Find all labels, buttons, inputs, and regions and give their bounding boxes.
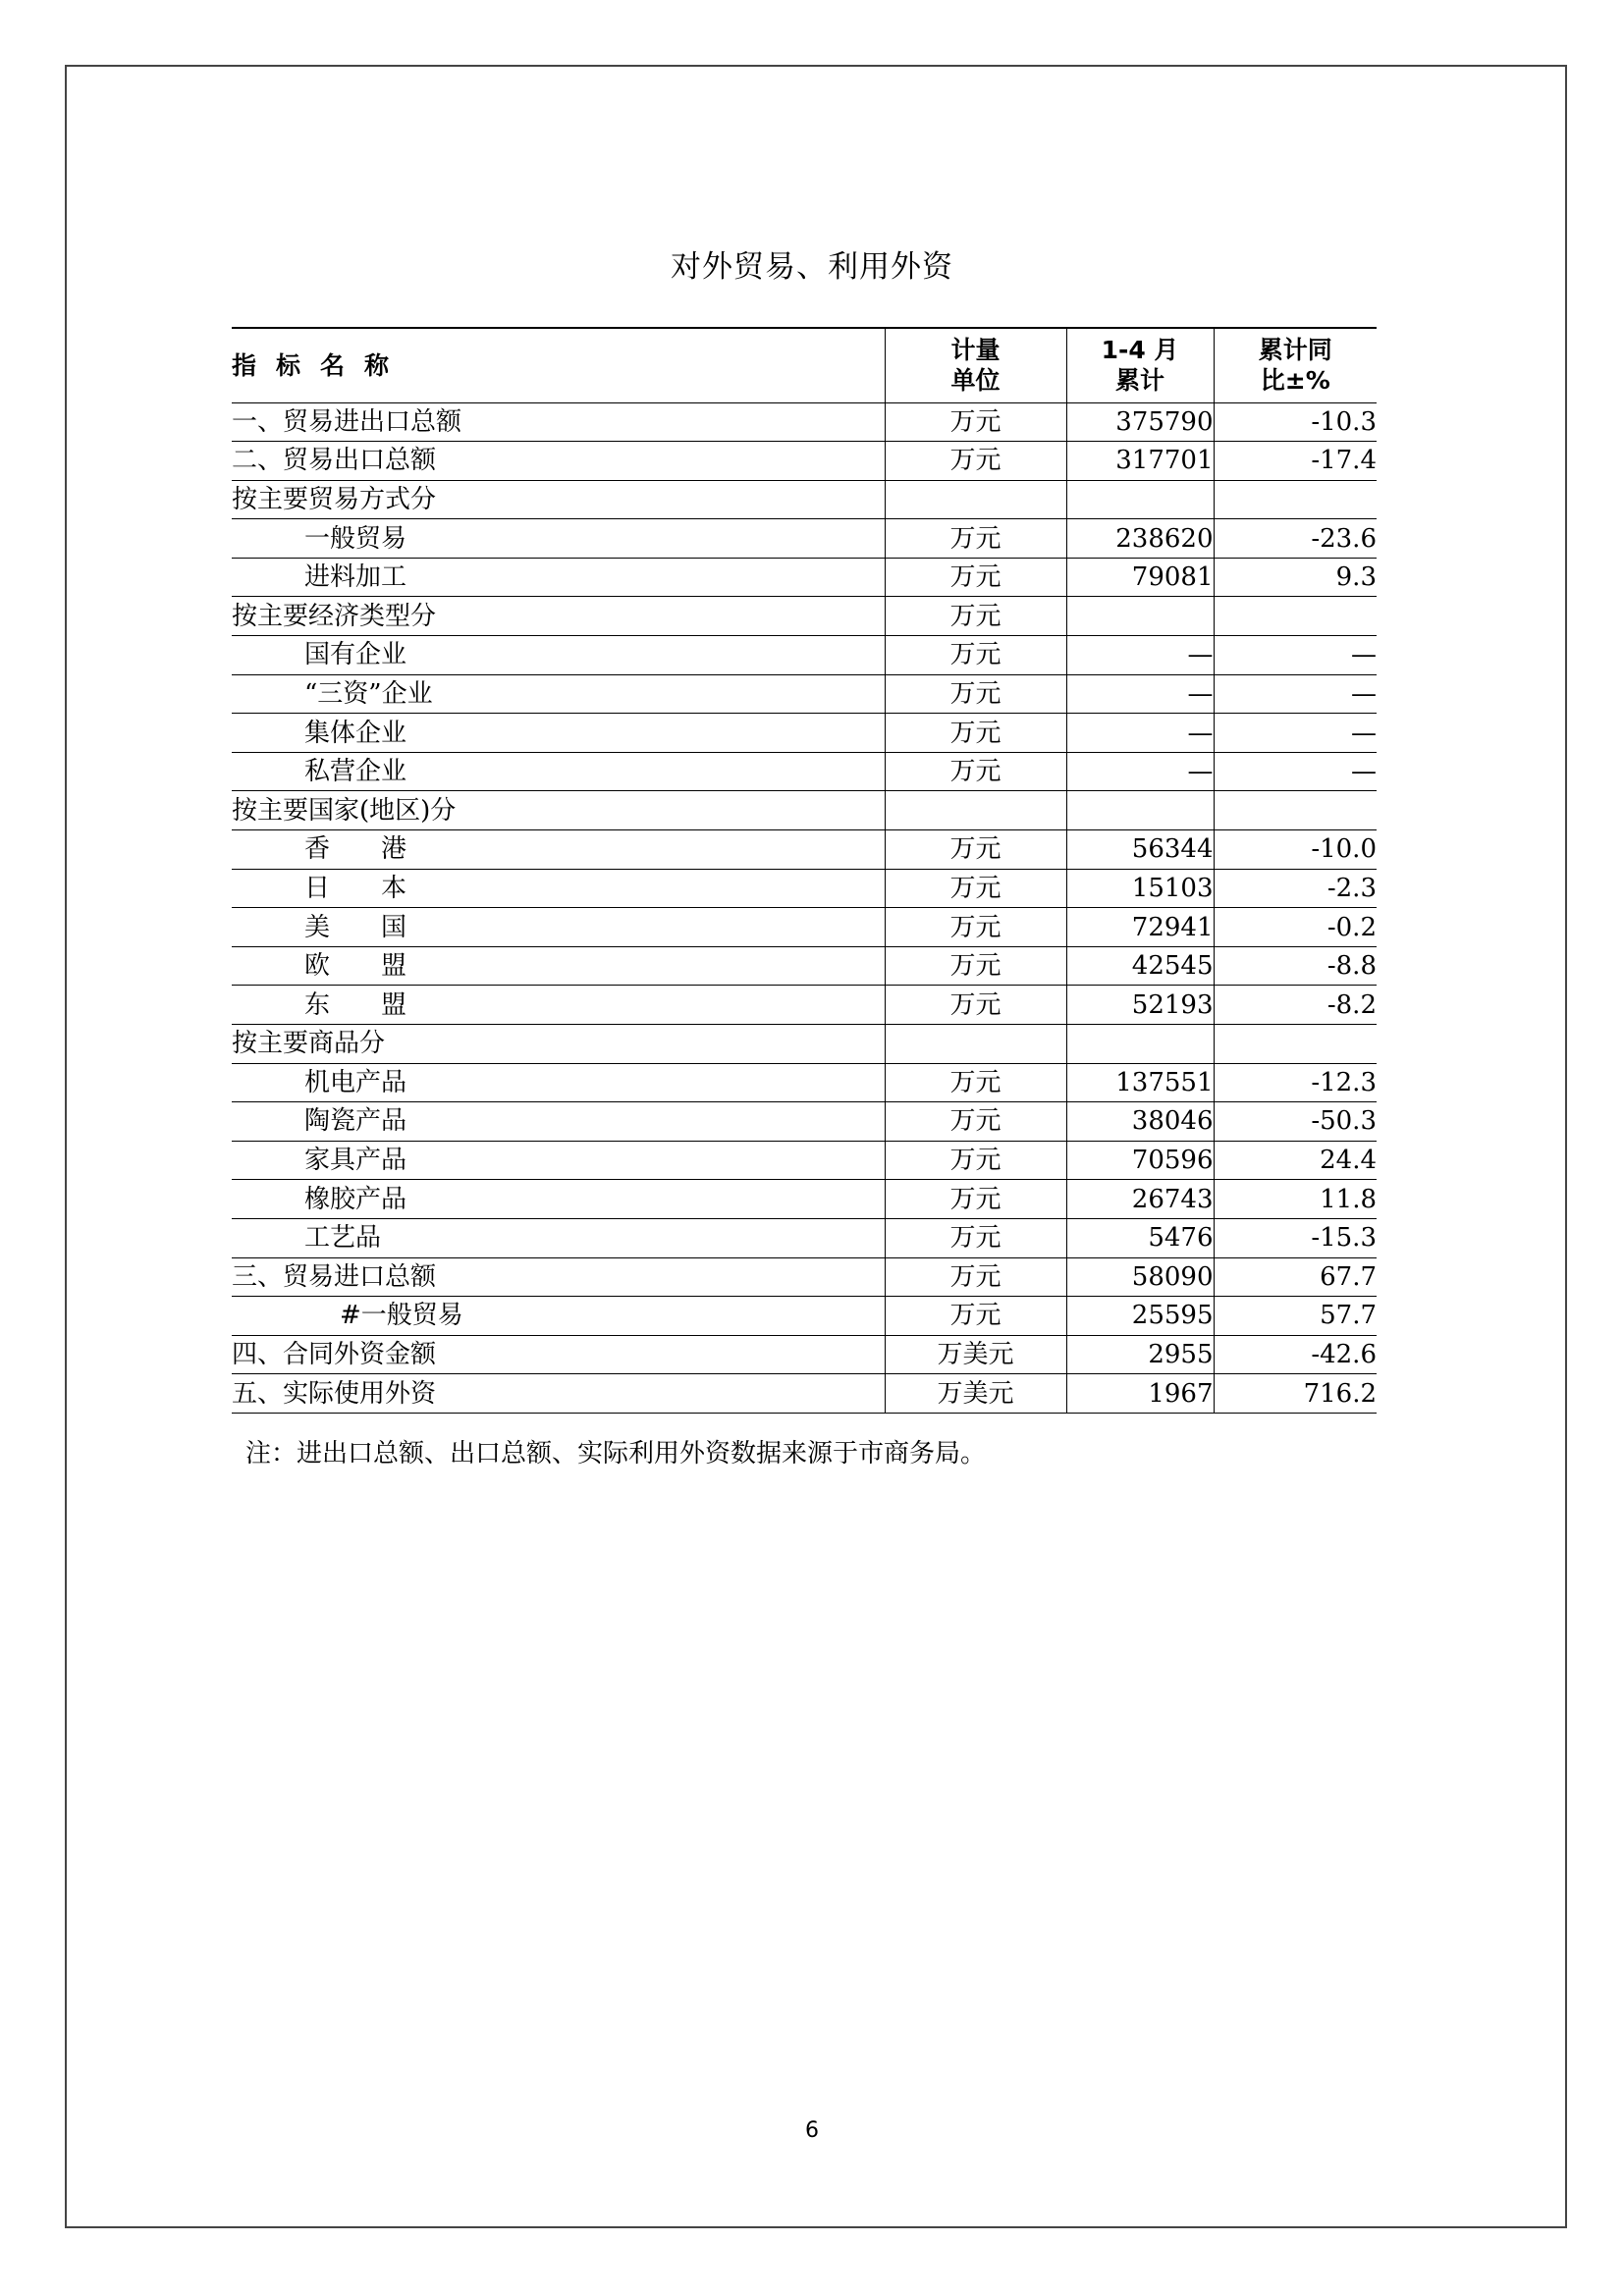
row-name: 东 盟 xyxy=(232,986,885,1025)
table-row xyxy=(232,986,1377,1025)
row-name: 三、贸易进口总额 xyxy=(232,1257,885,1297)
table-row xyxy=(232,1297,1377,1336)
header-unit xyxy=(885,328,1066,402)
row-name: 按主要贸易方式分 xyxy=(232,480,885,519)
row-name: 橡胶产品 xyxy=(232,1180,885,1219)
row-unit: 万元 xyxy=(885,1297,1066,1336)
row-yoy-change: 57.7 xyxy=(1214,1297,1377,1336)
table-row xyxy=(232,1063,1377,1102)
header-cumulative-line-2: 累计 xyxy=(1114,366,1164,396)
row-unit: 万元 xyxy=(885,946,1066,986)
row-yoy-change xyxy=(1214,791,1377,830)
table-row xyxy=(232,1257,1377,1297)
row-yoy-change: -8.2 xyxy=(1214,986,1377,1025)
table-row xyxy=(232,442,1377,481)
row-cumulative-value: 2955 xyxy=(1066,1335,1214,1374)
row-name: 五、实际使用外资 xyxy=(232,1374,885,1414)
row-unit: 万元 xyxy=(885,1218,1066,1257)
header-indicator-name: 指标名称 xyxy=(232,328,885,402)
row-cumulative-value: — xyxy=(1066,714,1214,753)
row-unit: 万元 xyxy=(885,442,1066,481)
table-row xyxy=(232,1335,1377,1374)
row-yoy-change: — xyxy=(1214,636,1377,675)
row-cumulative-value xyxy=(1066,480,1214,519)
header-unit-line-1: 计量 xyxy=(950,336,1001,365)
row-unit: 万元 xyxy=(885,986,1066,1025)
row-yoy-change: -12.3 xyxy=(1214,1063,1377,1102)
row-yoy-change: -2.3 xyxy=(1214,869,1377,908)
row-cumulative-value: — xyxy=(1066,752,1214,791)
table-row xyxy=(232,597,1377,636)
table-row xyxy=(232,674,1377,714)
row-cumulative-value: 375790 xyxy=(1066,402,1214,442)
row-name: #一般贸易 xyxy=(232,1297,885,1336)
row-unit: 万元 xyxy=(885,1180,1066,1219)
row-yoy-change: -0.2 xyxy=(1214,908,1377,947)
page-title: 对外贸易、利用外资 xyxy=(671,249,953,285)
table-row xyxy=(232,1025,1377,1064)
row-name: 香 港 xyxy=(232,830,885,870)
row-yoy-change: 9.3 xyxy=(1214,558,1377,597)
row-unit: 万美元 xyxy=(885,1374,1066,1414)
row-name: 集体企业 xyxy=(232,714,885,753)
table-row xyxy=(232,519,1377,559)
table-row xyxy=(232,1102,1377,1142)
table-row xyxy=(232,946,1377,986)
row-name: 陶瓷产品 xyxy=(232,1102,885,1142)
table-row xyxy=(232,402,1377,442)
row-unit: 万元 xyxy=(885,1141,1066,1180)
row-cumulative-value: 238620 xyxy=(1066,519,1214,559)
row-name: 按主要经济类型分 xyxy=(232,597,885,636)
table-row xyxy=(232,752,1377,791)
row-unit: 万元 xyxy=(885,597,1066,636)
row-unit: 万元 xyxy=(885,558,1066,597)
row-yoy-change: — xyxy=(1214,674,1377,714)
source-note: 注：进出口总额、出口总额、实际利用外资数据来源于市商务局。 xyxy=(245,1439,987,1468)
table-row xyxy=(232,558,1377,597)
row-yoy-change: -50.3 xyxy=(1214,1102,1377,1142)
page-number: 6 xyxy=(805,2118,819,2143)
row-cumulative-value xyxy=(1066,1025,1214,1064)
header-cumulative-line-1: 1-4 月 xyxy=(1101,336,1179,365)
row-cumulative-value: 72941 xyxy=(1066,908,1214,947)
table-row xyxy=(232,1180,1377,1219)
row-yoy-change: -23.6 xyxy=(1214,519,1377,559)
row-yoy-change: 67.7 xyxy=(1214,1257,1377,1297)
row-name: 一、贸易进出口总额 xyxy=(232,402,885,442)
row-unit: 万元 xyxy=(885,636,1066,675)
row-unit xyxy=(885,1025,1066,1064)
row-unit: 万美元 xyxy=(885,1335,1066,1374)
row-cumulative-value: 42545 xyxy=(1066,946,1214,986)
table-row xyxy=(232,869,1377,908)
row-yoy-change xyxy=(1214,1025,1377,1064)
row-cumulative-value: — xyxy=(1066,674,1214,714)
row-cumulative-value: 137551 xyxy=(1066,1063,1214,1102)
row-cumulative-value: 79081 xyxy=(1066,558,1214,597)
row-unit: 万元 xyxy=(885,674,1066,714)
row-yoy-change: — xyxy=(1214,714,1377,753)
row-name: 欧 盟 xyxy=(232,946,885,986)
row-name: 工艺品 xyxy=(232,1218,885,1257)
row-unit xyxy=(885,791,1066,830)
row-cumulative-value: 5476 xyxy=(1066,1218,1214,1257)
row-unit xyxy=(885,480,1066,519)
row-cumulative-value: 15103 xyxy=(1066,869,1214,908)
header-yoy-change-line-2: 比±% xyxy=(1260,366,1330,396)
table-header-row xyxy=(232,328,1377,402)
table-row xyxy=(232,1218,1377,1257)
table-row xyxy=(232,480,1377,519)
row-yoy-change: -10.3 xyxy=(1214,402,1377,442)
header-yoy-change xyxy=(1214,328,1377,402)
row-name: 机电产品 xyxy=(232,1063,885,1102)
row-yoy-change: 11.8 xyxy=(1214,1180,1377,1219)
row-cumulative-value: 56344 xyxy=(1066,830,1214,870)
row-name: 按主要国家(地区)分 xyxy=(232,791,885,830)
row-cumulative-value: 58090 xyxy=(1066,1257,1214,1297)
header-unit-line-2: 单位 xyxy=(950,366,1001,396)
table-row xyxy=(232,1374,1377,1414)
row-cumulative-value: 38046 xyxy=(1066,1102,1214,1142)
table-row xyxy=(232,1141,1377,1180)
row-unit: 万元 xyxy=(885,1257,1066,1297)
row-yoy-change: -10.0 xyxy=(1214,830,1377,870)
row-name: “三资”企业 xyxy=(232,674,885,714)
row-cumulative-value: 317701 xyxy=(1066,442,1214,481)
row-unit: 万元 xyxy=(885,752,1066,791)
row-name: 一般贸易 xyxy=(232,519,885,559)
row-unit: 万元 xyxy=(885,1102,1066,1142)
table-row xyxy=(232,636,1377,675)
row-cumulative-value: — xyxy=(1066,636,1214,675)
header-cumulative xyxy=(1066,328,1214,402)
row-unit: 万元 xyxy=(885,830,1066,870)
row-yoy-change: -17.4 xyxy=(1214,442,1377,481)
row-unit: 万元 xyxy=(885,869,1066,908)
row-name: 按主要商品分 xyxy=(232,1025,885,1064)
row-cumulative-value: 26743 xyxy=(1066,1180,1214,1219)
row-name: 美 国 xyxy=(232,908,885,947)
row-yoy-change: -8.8 xyxy=(1214,946,1377,986)
row-name: 私营企业 xyxy=(232,752,885,791)
row-yoy-change: -15.3 xyxy=(1214,1218,1377,1257)
row-name: 四、合同外资金额 xyxy=(232,1335,885,1374)
table-body xyxy=(232,402,1377,1413)
table-row xyxy=(232,714,1377,753)
row-cumulative-value: 25595 xyxy=(1066,1297,1214,1336)
row-yoy-change xyxy=(1214,597,1377,636)
row-yoy-change: — xyxy=(1214,752,1377,791)
row-name: 国有企业 xyxy=(232,636,885,675)
row-name: 二、贸易出口总额 xyxy=(232,442,885,481)
row-name: 日 本 xyxy=(232,869,885,908)
table-row xyxy=(232,830,1377,870)
row-unit: 万元 xyxy=(885,519,1066,559)
row-name: 进料加工 xyxy=(232,558,885,597)
table-row xyxy=(232,791,1377,830)
row-unit: 万元 xyxy=(885,908,1066,947)
row-name: 家具产品 xyxy=(232,1141,885,1180)
row-cumulative-value: 1967 xyxy=(1066,1374,1214,1414)
header-yoy-change-line-1: 累计同 xyxy=(1258,336,1332,365)
row-unit: 万元 xyxy=(885,1063,1066,1102)
table-row xyxy=(232,908,1377,947)
row-yoy-change: 24.4 xyxy=(1214,1141,1377,1180)
row-yoy-change: 716.2 xyxy=(1214,1374,1377,1414)
statistics-table xyxy=(232,327,1377,1414)
row-cumulative-value xyxy=(1066,597,1214,636)
row-yoy-change xyxy=(1214,480,1377,519)
row-unit: 万元 xyxy=(885,714,1066,753)
row-cumulative-value xyxy=(1066,791,1214,830)
row-unit: 万元 xyxy=(885,402,1066,442)
row-cumulative-value: 70596 xyxy=(1066,1141,1214,1180)
row-yoy-change: -42.6 xyxy=(1214,1335,1377,1374)
row-cumulative-value: 52193 xyxy=(1066,986,1214,1025)
